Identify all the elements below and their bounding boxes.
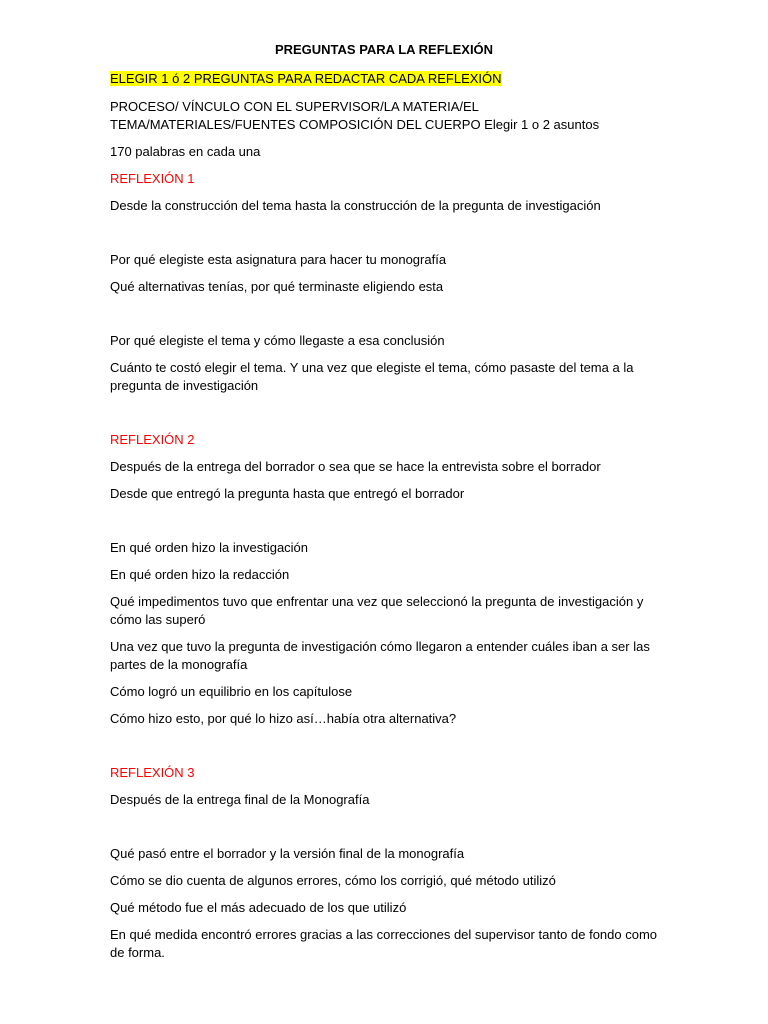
- document-title: PREGUNTAS PARA LA REFLEXIÓN: [274, 42, 494, 57]
- reflexion-1-question: Cuánto te costó elegir el tema. Y una vez que elegiste el tema, cómo pasaste del tema a la pregunta de investigación: [110, 360, 634, 393]
- reflexion-1-heading: REFLEXIÓN 1: [110, 171, 195, 186]
- reflexion-3-question: Qué método fue el más adecuado de los que utilizó: [110, 900, 407, 915]
- reflexion-2-intro: Después de la entrega del borrador o sea que se hace la entrevista sobre el borrador: [110, 459, 601, 474]
- reflexion-3-question: Qué pasó entre el borrador y la versión final de la monografía: [110, 846, 465, 861]
- reflexion-2-heading: REFLEXIÓN 2: [110, 432, 195, 447]
- reflexion-2-question: Una vez que tuvo la pregunta de investigación cómo llegaron a entender cuáles iban a ser las partes de la monografía: [110, 639, 650, 672]
- reflexion-2-question: En qué orden hizo la investigación: [110, 540, 309, 555]
- reflexion-1-question: Por qué elegiste el tema y cómo llegaste a esa conclusión: [110, 333, 445, 348]
- word-count-paragraph: 170 palabras en cada una: [110, 144, 261, 159]
- highlighted-instruction: ELEGIR 1 ó 2 PREGUNTAS PARA REDACTAR CADA REFLEXIÓN: [110, 71, 502, 86]
- reflexion-2-question: Cómo hizo esto, por qué lo hizo así…había otra alternativa?: [110, 711, 457, 726]
- reflexion-1-question: Por qué elegiste esta asignatura para hacer tu monografía: [110, 252, 447, 267]
- reflexion-2-question: Cómo logró un equilibrio en los capítulose: [110, 684, 353, 699]
- reflexion-3-question: Cómo se dio cuenta de algunos errores, cómo los corrigió, qué método utilizó: [110, 873, 556, 888]
- reflexion-2-question: En qué orden hizo la redacción: [110, 567, 290, 582]
- reflexion-3-intro: Después de la entrega final de la Monografía: [110, 792, 370, 807]
- reflexion-2-question: Qué impedimentos tuvo que enfrentar una vez que seleccionó la pregunta de investigación y cómo las superó: [110, 594, 644, 627]
- reflexion-3-heading: REFLEXIÓN 3: [110, 765, 195, 780]
- instruction-line: [110, 70, 658, 88]
- topics-paragraph: PROCESO/ VÍNCULO CON EL SUPERVISOR/LA MATERIA/EL TEMA/MATERIALES/FUENTES COMPOSICIÓN DEL CUERPO Elegir 1 o 2 asuntos: [110, 99, 600, 132]
- reflexion-1-intro: Desde la construcción del tema hasta la construcción de la pregunta de investigación: [110, 198, 601, 213]
- reflexion-2-intro: Desde que entregó la pregunta hasta que entregó el borrador: [110, 486, 465, 501]
- reflexion-1-question: Qué alternativas tenías, por qué terminaste eligiendo esta: [110, 279, 444, 294]
- reflexion-3-question: En qué medida encontró errores gracias a las correcciones del supervisor tanto de fondo como de forma.: [110, 927, 658, 960]
